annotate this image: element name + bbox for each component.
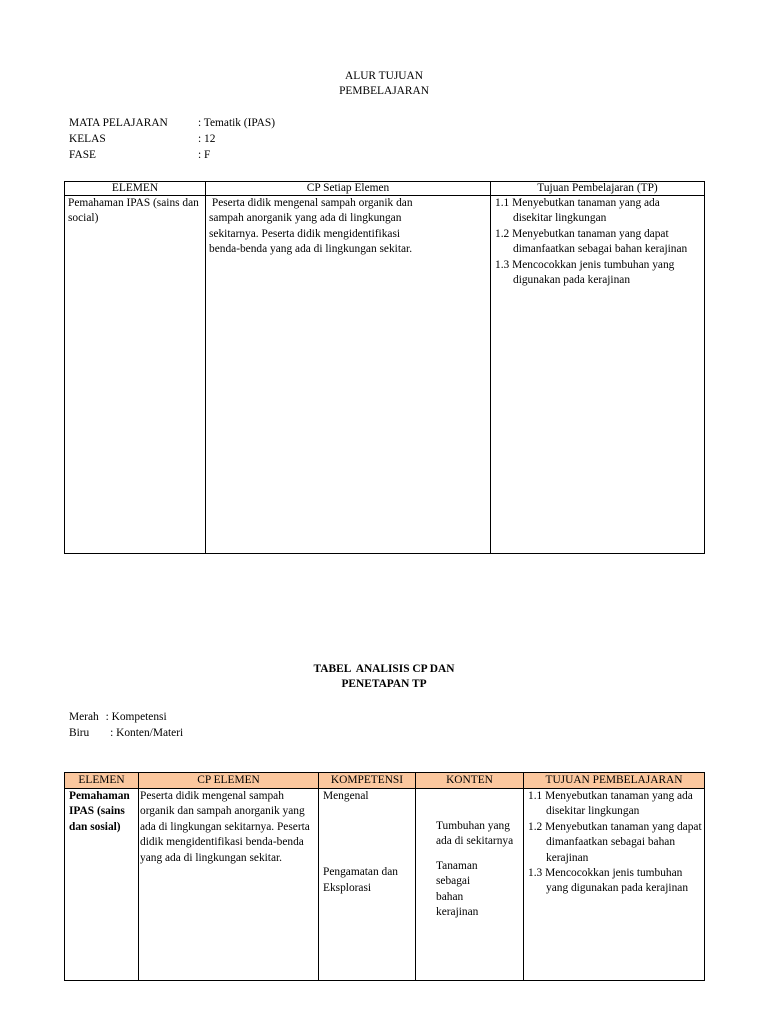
cell-elemen: Pemahaman IPAS (sains dan sosial) [65, 789, 139, 981]
page-title-line-1: ALUR TUJUAN [345, 70, 423, 82]
legend-label-blue: Biru [69, 727, 90, 739]
tujuan-item-3: 1.3 Mencocokkan jenis tumbuhan yang digunakan pada kerajinan [528, 867, 689, 895]
kompetensi-item-1: Mengenal [323, 790, 369, 802]
tp-item-1: 1.1 Menyebutkan tanaman yang ada disekitar lingkungan [495, 197, 660, 225]
page-title-line-2: PEMBELAJARAN [339, 85, 429, 98]
legend-value-red: : Kompetensi [105, 711, 167, 723]
table-row [65, 196, 705, 554]
cell-konten [416, 789, 524, 981]
tujuan-item-2: 1.2 Menyebutkan tanaman yang dapat dimanfaatkan sebagai bahan kerajinan [528, 820, 702, 864]
tp-item-2: 1.2 Menyebutkan tanaman yang dapat dimanfaatkan sebagai bahan kerajinan [495, 227, 688, 256]
cell-cp-elemen: Peserta didik mengenal sampah organik dan sampah anorganik yang ada di lingkungan sekitarnya. Peserta didik mengidentifikasi benda-benda yang ada di lingkungan sekitar. [139, 789, 319, 981]
kompetensi-item-2: Pengamatan dan Eksplorasi [323, 866, 398, 894]
header-konten: KONTEN [416, 773, 524, 789]
header-kompetensi: KOMPETENSI [319, 773, 416, 789]
meta-label-subject: MATA PELAJARAN [69, 117, 168, 129]
header-elemen: ELEMEN [65, 773, 139, 789]
legend-value-blue: : Konten/Materi [110, 727, 184, 739]
table-header-row [65, 773, 705, 789]
table-row [65, 789, 705, 981]
table-header-row [65, 182, 705, 196]
meta-value-class: : 12 [198, 133, 216, 145]
learning-flow-table [64, 181, 705, 554]
header-cp-elemen: CP ELEMEN [139, 773, 319, 789]
header-tujuan: TUJUAN PEMBELAJARAN [524, 773, 705, 789]
cell-tujuan [524, 789, 705, 981]
tp-item-3: 1.3 Mencocokkan jenis tumbuhan yang digunakan pada kerajinan [495, 258, 675, 287]
header-cp: CP Setiap Elemen [206, 182, 491, 196]
cell-kompetensi [319, 789, 416, 981]
cell-tp [491, 196, 705, 554]
konten-item-1: Tumbuhan yang ada di sekitarnya [436, 820, 514, 848]
page-title [64, 69, 704, 100]
legend-row-blue [69, 726, 183, 741]
cell-elemen: Pemahaman IPAS (sains dan social) [65, 196, 206, 554]
meta-label-phase: FASE [69, 149, 97, 161]
section-title-line-1: TABEL ANALISIS CP DAN [313, 663, 455, 675]
header-tp: Tujuan Pembelajaran (TP) [491, 182, 705, 196]
cp-analysis-table [64, 772, 705, 981]
cell-cp: Peserta didik mengenal sampah organik dan sampah anorganik yang ada di lingkungan sekitarnya. Peserta didik mengidentifikasi benda-benda yang ada di lingkungan sekitar. [206, 196, 491, 554]
konten-item-2: Tanaman sebagai bahan kerajinan [436, 859, 479, 919]
header-elemen: ELEMEN [65, 182, 206, 196]
tujuan-item-1: 1.1 Menyebutkan tanaman yang ada disekitar lingkungan [528, 790, 693, 818]
legend-label-red: Merah [69, 711, 99, 723]
meta-value-phase: : F [198, 149, 211, 161]
section-title [64, 662, 704, 693]
section-title-line-2: PENETAPAN TP [341, 678, 427, 691]
meta-label-class: KELAS [69, 133, 106, 145]
meta-value-subject: : Tematik (IPAS) [198, 117, 276, 129]
legend-row-red [69, 710, 167, 725]
